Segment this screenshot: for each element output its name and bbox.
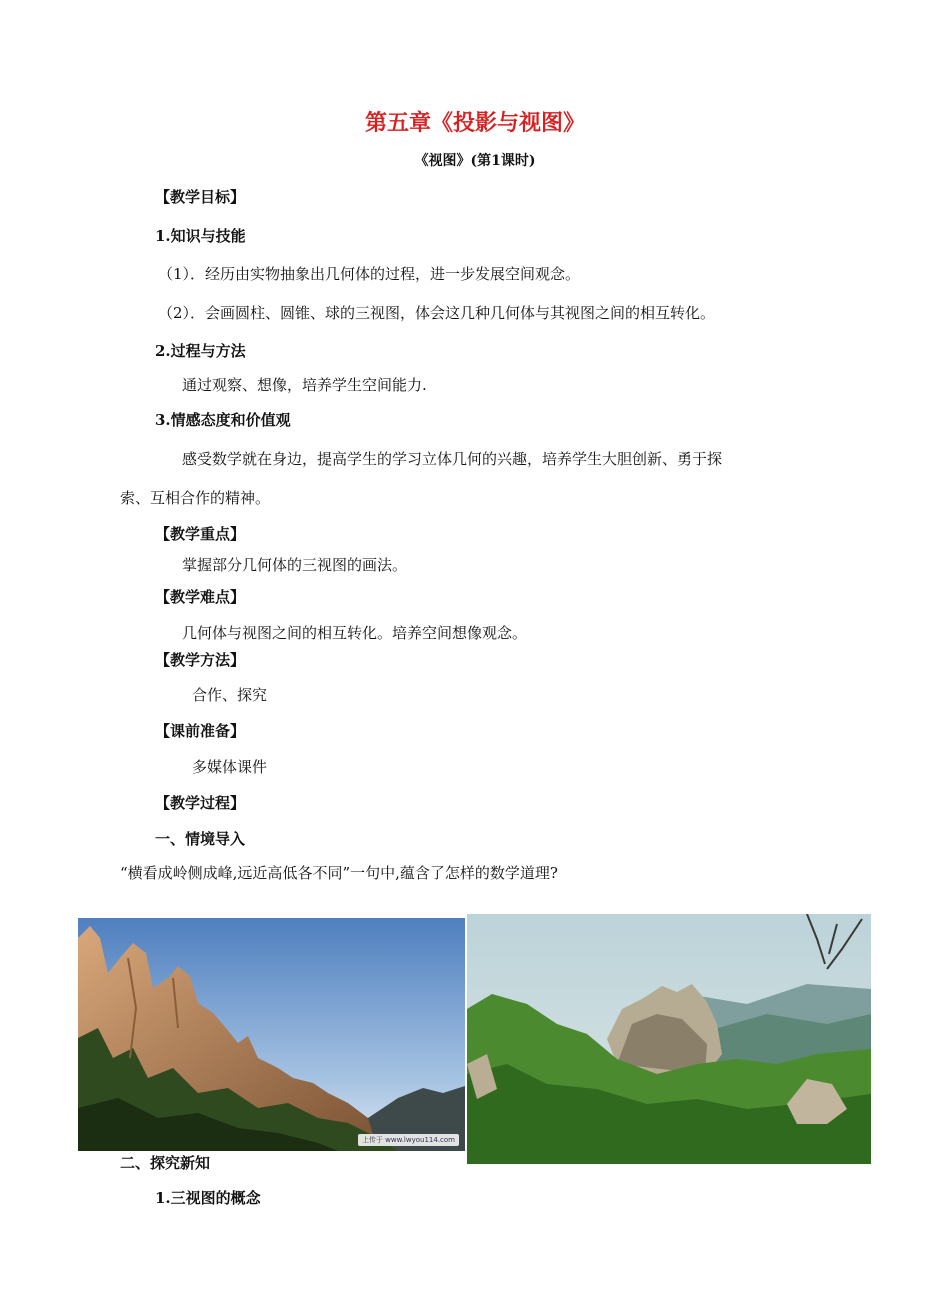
procedure-heading: 【教学过程】: [155, 794, 246, 812]
emotion-text-line2: 索、互相合作的精神。: [120, 489, 271, 507]
difficulty-heading: 【教学难点】: [155, 588, 246, 606]
preparation-text: 多媒体课件: [192, 758, 268, 776]
mountain-photo-right: [467, 914, 871, 1164]
method-text: 合作、探究: [192, 686, 268, 704]
emotion-text-line1: 感受数学就在身边，提高学生的学习立体几何的兴趣，培养学生大胆创新、勇于探: [182, 450, 723, 468]
objectives-heading: 【教学目标】: [155, 188, 246, 206]
difficulty-text: 几何体与视图之间的相互转化。培养空间想像观念。: [182, 624, 528, 642]
photo-watermark: 上传于 www.lwyou114.com: [358, 1134, 459, 1146]
key-points-heading: 【教学重点】: [155, 525, 246, 543]
knowledge-item-1: （1）．经历由实物抽象出几何体的过程，进一步发展空间观念。: [158, 265, 581, 283]
mountain-photo-left: [78, 918, 465, 1151]
page-subtitle: 《视图》(第1课时): [414, 153, 536, 169]
knowledge-item-2: （2）．会画圆柱、圆锥、球的三视图，体会这几种几何体与其视图之间的相互转化。: [158, 304, 716, 322]
section-2-heading: 二、探究新知: [120, 1154, 211, 1172]
page-title: 第五章《投影与视图》: [364, 110, 585, 136]
process-heading: 2.过程与方法: [155, 342, 246, 360]
knowledge-heading: 1.知识与技能: [155, 227, 246, 245]
section-1-heading: 一、情境导入: [155, 830, 246, 848]
process-text: 通过观察、想像，培养学生空间能力.: [182, 376, 427, 394]
poem-question: “横看成岭侧成峰,远近高低各不同”一句中,蕴含了怎样的数学道理?: [120, 864, 558, 882]
emotion-heading: 3.情感态度和价值观: [155, 411, 291, 429]
preparation-heading: 【课前准备】: [155, 722, 246, 740]
method-heading: 【教学方法】: [155, 651, 246, 669]
three-views-concept-heading: 1.三视图的概念: [155, 1189, 261, 1207]
key-points-text: 掌握部分几何体的三视图的画法。: [182, 556, 408, 574]
